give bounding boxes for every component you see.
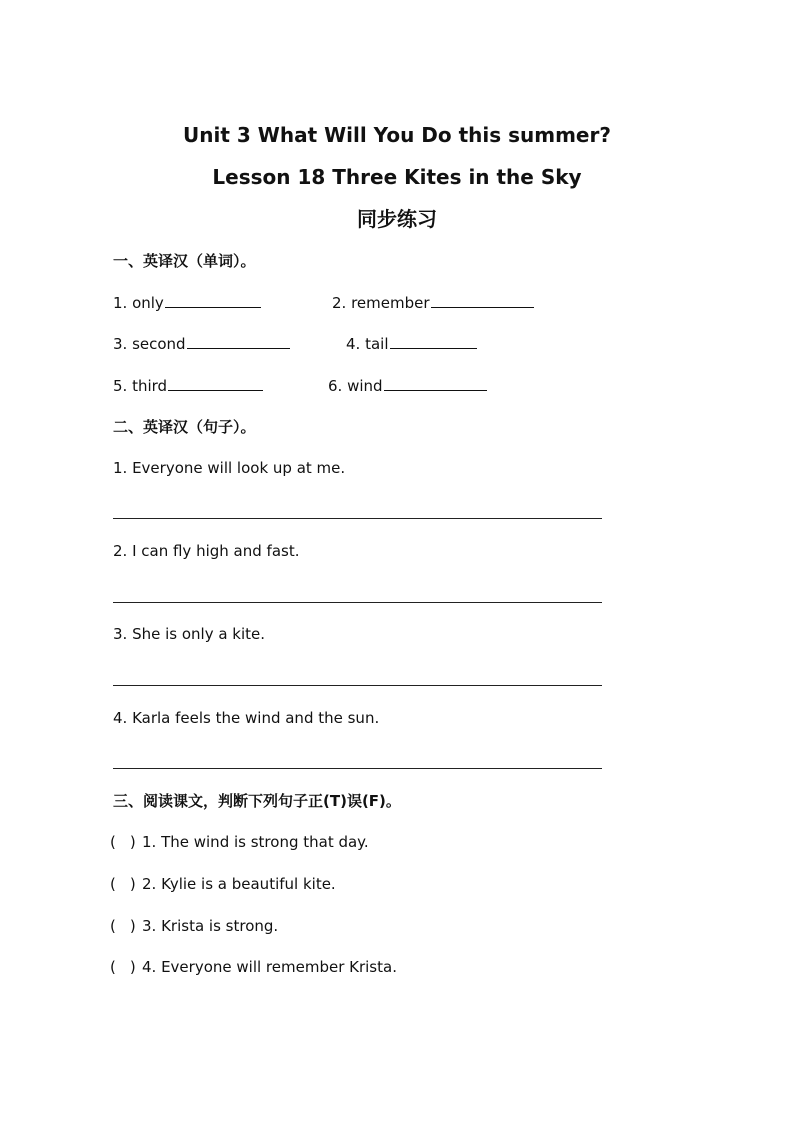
answer-blank[interactable] xyxy=(431,291,534,308)
exercise-title: 同步练习 xyxy=(357,207,437,231)
word-item-4 xyxy=(346,332,477,355)
answer-blank[interactable] xyxy=(168,374,263,391)
tf-item-3 xyxy=(110,915,278,937)
answer-line-4[interactable] xyxy=(113,768,602,769)
answer-blank[interactable] xyxy=(187,332,290,349)
word-item-3 xyxy=(113,332,290,355)
tf-item-1 xyxy=(110,831,369,853)
tf-statement: 2. Kylie is a beautiful kite. xyxy=(142,875,336,893)
answer-line-1[interactable] xyxy=(113,518,602,519)
word-item-6 xyxy=(328,374,487,397)
answer-parens[interactable]: ( ) xyxy=(110,875,136,893)
word-label: 5. third xyxy=(113,377,168,395)
lesson-title: Lesson 18 Three Kites in the Sky xyxy=(212,165,582,189)
sentence-item-4: 4. Karla feels the wind and the sun. xyxy=(113,709,380,727)
answer-parens[interactable]: ( ) xyxy=(110,833,136,851)
answer-blank[interactable] xyxy=(384,374,487,391)
tf-item-2 xyxy=(110,873,336,895)
word-item-5 xyxy=(113,374,263,397)
section1-heading: 一、英译汉（单词）。 xyxy=(113,252,256,270)
tf-statement: 1. The wind is strong that day. xyxy=(142,833,369,851)
word-label: 2. remember xyxy=(332,294,430,312)
answer-parens[interactable]: ( ) xyxy=(110,958,136,976)
section2-heading: 二、英译汉（句子）。 xyxy=(113,418,256,436)
sentence-item-3: 3. She is only a kite. xyxy=(113,625,266,643)
section3-heading: 三、阅读课文，判断下列句子正(T)误(F)。 xyxy=(113,792,401,810)
sentence-item-1: 1. Everyone will look up at me. xyxy=(113,459,346,477)
word-label: 4. tail xyxy=(346,335,389,353)
word-label: 3. second xyxy=(113,335,186,353)
word-item-2 xyxy=(332,291,534,314)
word-item-1 xyxy=(113,291,261,314)
word-label: 1. only xyxy=(113,294,164,312)
tf-statement: 4. Everyone will remember Krista. xyxy=(142,958,397,976)
answer-line-2[interactable] xyxy=(113,602,602,603)
answer-blank[interactable] xyxy=(165,291,261,308)
tf-statement: 3. Krista is strong. xyxy=(142,917,279,935)
answer-blank[interactable] xyxy=(390,332,477,349)
answer-line-3[interactable] xyxy=(113,685,602,686)
word-label: 6. wind xyxy=(328,377,383,395)
sentence-item-2: 2. I can fly high and fast. xyxy=(113,542,300,560)
tf-item-4 xyxy=(110,956,397,978)
unit-title: Unit 3 What Will You Do this summer? xyxy=(183,123,611,147)
answer-parens[interactable]: ( ) xyxy=(110,917,136,935)
